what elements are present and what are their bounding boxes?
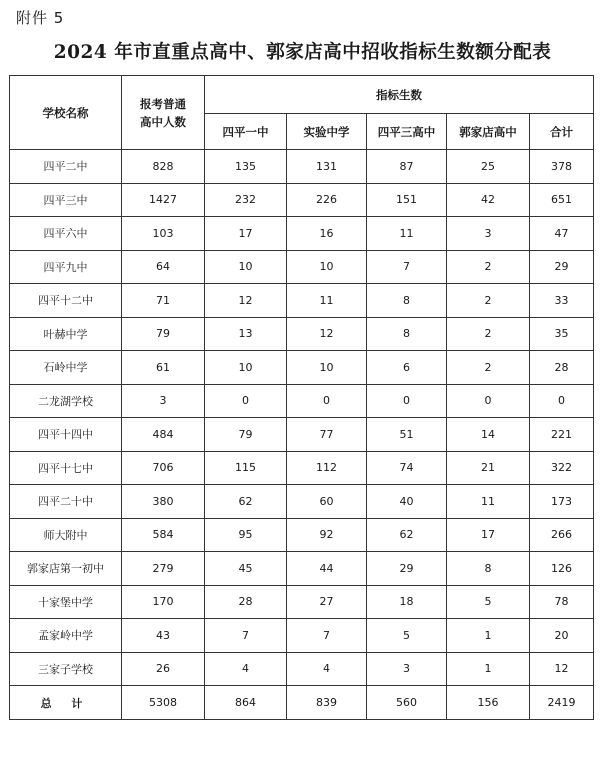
cell-school: 二龙湖学校	[10, 384, 122, 418]
cell-quota: 44	[287, 552, 367, 586]
cell-quota: 77	[287, 418, 367, 452]
cell-quota: 1	[447, 619, 530, 653]
cell-applicants: 43	[122, 619, 205, 653]
cell-quota: 40	[367, 485, 447, 519]
cell-row-total: 322	[530, 451, 594, 485]
cell-row-total: 378	[530, 150, 594, 184]
cell-school: 四平九中	[10, 250, 122, 284]
totals-applicants: 5308	[122, 686, 205, 720]
cell-applicants: 61	[122, 351, 205, 385]
table-row	[10, 284, 594, 318]
cell-quota: 4	[205, 652, 287, 686]
cell-school: 四平三中	[10, 183, 122, 217]
cell-quota: 11	[447, 485, 530, 519]
cell-quota: 0	[367, 384, 447, 418]
table-row	[10, 418, 594, 452]
cell-quota: 74	[367, 451, 447, 485]
cell-quota: 115	[205, 451, 287, 485]
totals-quota: 560	[367, 686, 447, 720]
cell-quota: 13	[205, 317, 287, 351]
cell-quota: 1	[447, 652, 530, 686]
cell-applicants: 828	[122, 150, 205, 184]
cell-school: 四平十七中	[10, 451, 122, 485]
cell-quota: 5	[367, 619, 447, 653]
cell-quota: 7	[367, 250, 447, 284]
header-quota-col: 合计	[530, 114, 594, 150]
cell-quota: 62	[367, 518, 447, 552]
header-quota-col: 郭家店高中	[447, 114, 530, 150]
cell-school: 十家堡中学	[10, 585, 122, 619]
cell-quota: 3	[447, 217, 530, 251]
cell-quota: 4	[287, 652, 367, 686]
cell-applicants: 26	[122, 652, 205, 686]
cell-quota: 2	[447, 250, 530, 284]
cell-quota: 6	[367, 351, 447, 385]
cell-quota: 7	[205, 619, 287, 653]
totals-quota: 156	[447, 686, 530, 720]
cell-school: 叶赫中学	[10, 317, 122, 351]
header-applicants	[122, 76, 205, 150]
cell-school: 四平十二中	[10, 284, 122, 318]
header-row-1	[10, 76, 594, 114]
cell-quota: 131	[287, 150, 367, 184]
cell-applicants: 103	[122, 217, 205, 251]
cell-quota: 232	[205, 183, 287, 217]
cell-quota: 25	[447, 150, 530, 184]
header-school-name: 学校名称	[10, 76, 122, 150]
table-row	[10, 485, 594, 519]
cell-row-total: 651	[530, 183, 594, 217]
cell-applicants: 170	[122, 585, 205, 619]
cell-applicants: 79	[122, 317, 205, 351]
cell-quota: 16	[287, 217, 367, 251]
header-quota-col: 四平一中	[205, 114, 287, 150]
cell-applicants: 484	[122, 418, 205, 452]
cell-quota: 10	[205, 250, 287, 284]
cell-row-total: 20	[530, 619, 594, 653]
cell-quota: 27	[287, 585, 367, 619]
cell-quota: 10	[287, 351, 367, 385]
cell-quota: 14	[447, 418, 530, 452]
cell-quota: 2	[447, 351, 530, 385]
cell-quota: 51	[367, 418, 447, 452]
cell-row-total: 28	[530, 351, 594, 385]
cell-row-total: 173	[530, 485, 594, 519]
header-applicants-line1: 报考普通	[140, 96, 186, 111]
totals-label: 总 计	[10, 686, 122, 720]
page-title: 2024 年市直重点高中、郭家店高中招收指标生数额分配表	[53, 42, 552, 63]
table-row	[10, 250, 594, 284]
cell-school: 四平二中	[10, 150, 122, 184]
table-row	[10, 317, 594, 351]
cell-quota: 151	[367, 183, 447, 217]
table-row	[10, 217, 594, 251]
header-quota-group: 指标生数	[205, 76, 594, 114]
cell-school: 石岭中学	[10, 351, 122, 385]
cell-applicants: 584	[122, 518, 205, 552]
cell-quota: 0	[447, 384, 530, 418]
cell-quota: 10	[287, 250, 367, 284]
cell-quota: 62	[205, 485, 287, 519]
cell-row-total: 35	[530, 317, 594, 351]
quota-table	[9, 75, 594, 720]
cell-applicants: 1427	[122, 183, 205, 217]
totals-grand-total: 2419	[530, 686, 594, 720]
cell-row-total: 266	[530, 518, 594, 552]
cell-quota: 226	[287, 183, 367, 217]
cell-quota: 8	[367, 317, 447, 351]
cell-quota: 87	[367, 150, 447, 184]
cell-school: 三家子学校	[10, 652, 122, 686]
cell-school: 孟家岭中学	[10, 619, 122, 653]
table-row	[10, 351, 594, 385]
table-row	[10, 384, 594, 418]
cell-quota: 2	[447, 317, 530, 351]
cell-quota: 2	[447, 284, 530, 318]
cell-row-total: 126	[530, 552, 594, 586]
table-row	[10, 652, 594, 686]
cell-row-total: 0	[530, 384, 594, 418]
cell-school: 四平二十中	[10, 485, 122, 519]
cell-quota: 10	[205, 351, 287, 385]
table-row	[10, 150, 594, 184]
attachment-label: 附件 5	[16, 9, 65, 27]
cell-quota: 95	[205, 518, 287, 552]
cell-school: 师大附中	[10, 518, 122, 552]
cell-row-total: 221	[530, 418, 594, 452]
totals-quota: 864	[205, 686, 287, 720]
cell-row-total: 47	[530, 217, 594, 251]
cell-quota: 112	[287, 451, 367, 485]
cell-quota: 18	[367, 585, 447, 619]
cell-quota: 11	[367, 217, 447, 251]
cell-row-total: 29	[530, 250, 594, 284]
table-row	[10, 619, 594, 653]
cell-quota: 11	[287, 284, 367, 318]
cell-quota: 60	[287, 485, 367, 519]
cell-quota: 3	[367, 652, 447, 686]
cell-applicants: 64	[122, 250, 205, 284]
cell-applicants: 71	[122, 284, 205, 318]
cell-quota: 0	[287, 384, 367, 418]
cell-row-total: 78	[530, 585, 594, 619]
cell-applicants: 706	[122, 451, 205, 485]
totals-row	[10, 686, 594, 720]
cell-quota: 79	[205, 418, 287, 452]
table-row	[10, 518, 594, 552]
cell-quota: 135	[205, 150, 287, 184]
totals-quota: 839	[287, 686, 367, 720]
cell-quota: 29	[367, 552, 447, 586]
cell-school: 郭家店第一初中	[10, 552, 122, 586]
cell-row-total: 33	[530, 284, 594, 318]
header-quota-col: 实验中学	[287, 114, 367, 150]
table-row	[10, 552, 594, 586]
cell-quota: 8	[367, 284, 447, 318]
header-applicants-line2: 高中人数	[140, 114, 186, 129]
cell-quota: 8	[447, 552, 530, 586]
cell-quota: 17	[447, 518, 530, 552]
cell-quota: 5	[447, 585, 530, 619]
cell-quota: 12	[287, 317, 367, 351]
cell-quota: 17	[205, 217, 287, 251]
cell-applicants: 380	[122, 485, 205, 519]
cell-quota: 28	[205, 585, 287, 619]
cell-quota: 7	[287, 619, 367, 653]
cell-quota: 21	[447, 451, 530, 485]
cell-quota: 92	[287, 518, 367, 552]
cell-school: 四平六中	[10, 217, 122, 251]
table-row	[10, 585, 594, 619]
cell-quota: 45	[205, 552, 287, 586]
cell-applicants: 3	[122, 384, 205, 418]
cell-quota: 0	[205, 384, 287, 418]
table-row	[10, 451, 594, 485]
cell-row-total: 12	[530, 652, 594, 686]
header-quota-col: 四平三高中	[367, 114, 447, 150]
cell-school: 四平十四中	[10, 418, 122, 452]
table-row	[10, 183, 594, 217]
cell-quota: 12	[205, 284, 287, 318]
cell-quota: 42	[447, 183, 530, 217]
cell-applicants: 279	[122, 552, 205, 586]
